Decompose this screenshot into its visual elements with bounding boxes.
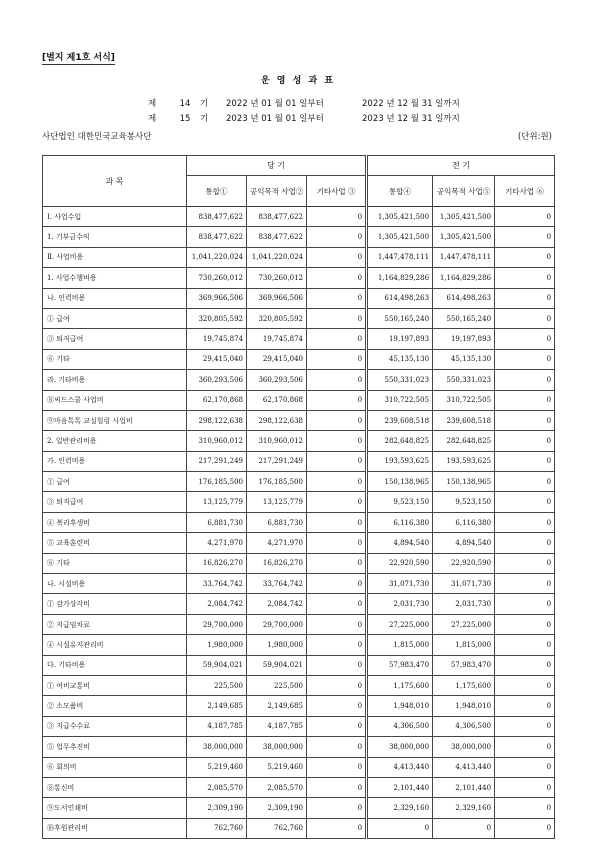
amount-cell: 1,815,000 xyxy=(433,635,495,655)
amount-cell: 5,219,460 xyxy=(247,757,307,777)
amount-cell: 59,904,021 xyxy=(187,655,247,675)
account-name-cell: ⑨도서인쇄비 xyxy=(43,798,187,818)
table-row xyxy=(43,696,555,716)
period-gi: 기 xyxy=(200,114,209,124)
amount-cell: 0 xyxy=(495,594,555,614)
amount-cell: 29,415,040 xyxy=(187,349,247,369)
amount-cell: 1,041,220,024 xyxy=(187,247,247,267)
table-row xyxy=(43,798,555,818)
amount-cell: 1,305,421,500 xyxy=(367,207,433,227)
amount-cell: 176,185,500 xyxy=(247,472,307,492)
amount-cell: 0 xyxy=(307,349,367,369)
account-name-cell: ④ 복리후생비 xyxy=(43,512,187,532)
account-name-cell: Ⅰ. 사업수입 xyxy=(43,207,187,227)
account-name-cell: ③ 퇴직급여 xyxy=(43,492,187,512)
account-name-cell: ① 감가상각비 xyxy=(43,594,187,614)
amount-cell: 2,329,160 xyxy=(367,798,433,818)
amount-cell: 838,477,622 xyxy=(247,227,307,247)
amount-cell: 193,593,625 xyxy=(433,451,495,471)
amount-cell: 0 xyxy=(495,492,555,512)
amount-cell: 0 xyxy=(307,635,367,655)
sub-header-total-previous: 통합④ xyxy=(367,176,433,207)
account-name-cell: 2. 일반관리비용 xyxy=(43,431,187,451)
amount-cell: 0 xyxy=(495,635,555,655)
amount-cell: 1,980,000 xyxy=(187,635,247,655)
amount-cell: 298,122,638 xyxy=(187,410,247,430)
table-row xyxy=(43,349,555,369)
amount-cell: 1,447,478,111 xyxy=(433,247,495,267)
period-line-14 xyxy=(148,97,460,109)
amount-cell: 0 xyxy=(307,675,367,695)
table-row xyxy=(43,492,555,512)
amount-cell: 176,185,500 xyxy=(187,472,247,492)
table-row xyxy=(43,757,555,777)
amount-cell: 13,125,779 xyxy=(247,492,307,512)
amount-cell: 13,125,779 xyxy=(187,492,247,512)
amount-cell: 320,805,592 xyxy=(187,308,247,328)
table-row xyxy=(43,818,555,838)
table-row xyxy=(43,594,555,614)
account-name-cell: ① 급여 xyxy=(43,472,187,492)
amount-cell: 2,101,440 xyxy=(433,777,495,797)
amount-cell: 4,413,440 xyxy=(433,757,495,777)
amount-cell: 0 xyxy=(307,594,367,614)
amount-cell: 62,170,868 xyxy=(187,390,247,410)
sub-header-other-previous: 기타사업 ⑥ xyxy=(495,176,555,207)
amount-cell: 4,413,440 xyxy=(367,757,433,777)
amount-cell: 31,071,730 xyxy=(367,574,433,594)
table-row xyxy=(43,207,555,227)
amount-cell: 0 xyxy=(495,512,555,532)
amount-cell: 0 xyxy=(495,410,555,430)
account-name-cell: ⑤ 교육훈련비 xyxy=(43,533,187,553)
amount-cell: 2,085,570 xyxy=(187,777,247,797)
table-row xyxy=(43,288,555,308)
amount-cell: 0 xyxy=(495,207,555,227)
sub-header-public-current: 공익목적 사업② xyxy=(247,176,307,207)
amount-cell: 2,329,160 xyxy=(433,798,495,818)
form-number-tag: [별지 제1호 서식] xyxy=(42,50,115,65)
amount-cell: 0 xyxy=(307,390,367,410)
amount-cell: 27,225,000 xyxy=(433,614,495,634)
amount-cell: 6,116,380 xyxy=(367,512,433,532)
amount-cell: 369,966,506 xyxy=(247,288,307,308)
amount-cell: 298,122,638 xyxy=(247,410,307,430)
table-row xyxy=(43,308,555,328)
table-row xyxy=(43,472,555,492)
table-row xyxy=(43,247,555,267)
amount-cell: 33,764,742 xyxy=(247,574,307,594)
table-body xyxy=(43,207,555,839)
amount-cell: 0 xyxy=(307,227,367,247)
amount-cell: 0 xyxy=(307,737,367,757)
subject-header: 과 목 xyxy=(43,156,187,207)
sub-header-public-previous: 공익목적 사업⑤ xyxy=(433,176,495,207)
account-name-cell: ⑥ 기타 xyxy=(43,349,187,369)
amount-cell: 225,500 xyxy=(247,675,307,695)
amount-cell: 310,722,505 xyxy=(367,390,433,410)
account-name-cell: 라. 기타비용 xyxy=(43,370,187,390)
table-row xyxy=(43,370,555,390)
amount-cell: 22,920,590 xyxy=(367,553,433,573)
table-row xyxy=(43,635,555,655)
account-name-cell: ④ 시설유지관리비 xyxy=(43,635,187,655)
account-name-cell: ① 여비교통비 xyxy=(43,675,187,695)
period-to: 2022 년 12 월 31 일까지 xyxy=(362,99,460,109)
amount-cell: 310,960,012 xyxy=(247,431,307,451)
amount-cell: 310,960,012 xyxy=(187,431,247,451)
table-row xyxy=(43,716,555,736)
table-row xyxy=(43,614,555,634)
amount-cell: 1,175,600 xyxy=(367,675,433,695)
amount-cell: 0 xyxy=(307,696,367,716)
amount-cell: 225,500 xyxy=(187,675,247,695)
amount-cell: 0 xyxy=(495,288,555,308)
amount-cell: 1,815,000 xyxy=(367,635,433,655)
table-row xyxy=(43,329,555,349)
period-number: 14 xyxy=(179,99,191,109)
amount-cell: 0 xyxy=(495,798,555,818)
account-name-cell: 나. 시설비용 xyxy=(43,574,187,594)
amount-cell: 360,293,506 xyxy=(187,370,247,390)
amount-cell: 150,138,965 xyxy=(367,472,433,492)
table-row xyxy=(43,574,555,594)
amount-cell: 57,983,470 xyxy=(433,655,495,675)
account-name-cell: 다. 기타비용 xyxy=(43,655,187,675)
amount-cell: 0 xyxy=(495,308,555,328)
amount-cell: 29,415,040 xyxy=(247,349,307,369)
period-label: 제 xyxy=(148,99,157,109)
amount-cell: 320,805,592 xyxy=(247,308,307,328)
amount-cell: 0 xyxy=(495,574,555,594)
amount-cell: 19,197,893 xyxy=(433,329,495,349)
amount-cell: 0 xyxy=(307,431,367,451)
amount-cell: 0 xyxy=(307,370,367,390)
amount-cell: 29,700,000 xyxy=(247,614,307,634)
amount-cell: 4,894,540 xyxy=(367,533,433,553)
amount-cell: 6,881,730 xyxy=(187,512,247,532)
table-row xyxy=(43,268,555,288)
account-name-cell: ③ 지급수수료 xyxy=(43,716,187,736)
amount-cell: 38,000,000 xyxy=(247,737,307,757)
table-row xyxy=(43,675,555,695)
table-row xyxy=(43,655,555,675)
account-name-cell: Ⅱ. 사업비용 xyxy=(43,247,187,267)
amount-cell: 0 xyxy=(307,614,367,634)
amount-cell: 0 xyxy=(495,716,555,736)
amount-cell: 16,826,270 xyxy=(247,553,307,573)
account-name-cell: 1. 사업수행비용 xyxy=(43,268,187,288)
amount-cell: 762,760 xyxy=(187,818,247,838)
period-number: 15 xyxy=(179,114,191,124)
amount-cell: 4,187,785 xyxy=(187,716,247,736)
amount-cell: 1,164,829,286 xyxy=(367,268,433,288)
amount-cell: 762,760 xyxy=(247,818,307,838)
amount-cell: 2,101,440 xyxy=(367,777,433,797)
amount-cell: 0 xyxy=(307,798,367,818)
account-name-cell: ② 지급임차료 xyxy=(43,614,187,634)
amount-cell: 2,084,742 xyxy=(247,594,307,614)
amount-cell: 9,523,150 xyxy=(367,492,433,512)
amount-cell: 0 xyxy=(495,818,555,838)
amount-cell: 4,306,500 xyxy=(433,716,495,736)
amount-cell: 4,271,970 xyxy=(187,533,247,553)
period-from: 2022 년 01 월 01 일부터 xyxy=(226,99,324,109)
amount-cell: 0 xyxy=(307,757,367,777)
amount-cell: 2,031,730 xyxy=(433,594,495,614)
table-row xyxy=(43,451,555,471)
period-label: 제 xyxy=(148,114,157,124)
amount-cell: 2,031,730 xyxy=(367,594,433,614)
sub-header-other-current: 기타사업 ③ xyxy=(307,176,367,207)
amount-cell: 5,219,460 xyxy=(187,757,247,777)
period-to: 2023 년 12 월 31 일까지 xyxy=(362,114,460,124)
table-row xyxy=(43,227,555,247)
table-row xyxy=(43,777,555,797)
organization-name: 사단법인 대한민국교육봉사단 xyxy=(42,132,152,142)
amount-cell: 0 xyxy=(495,737,555,757)
table-row xyxy=(43,737,555,757)
amount-cell: 2,149,685 xyxy=(247,696,307,716)
amount-cell: 22,920,590 xyxy=(433,553,495,573)
amount-cell: 0 xyxy=(307,472,367,492)
amount-cell: 1,980,000 xyxy=(247,635,307,655)
amount-cell: 0 xyxy=(307,288,367,308)
account-name-cell: ⑤ 업무추진비 xyxy=(43,737,187,757)
amount-cell: 550,331,023 xyxy=(433,370,495,390)
amount-cell: 0 xyxy=(495,431,555,451)
amount-cell: 62,170,868 xyxy=(247,390,307,410)
amount-cell: 0 xyxy=(495,268,555,288)
amount-cell: 369,966,506 xyxy=(187,288,247,308)
amount-cell: 217,291,249 xyxy=(247,451,307,471)
amount-cell: 0 xyxy=(495,451,555,471)
account-name-cell: ⑧씨드스쿨 사업비 xyxy=(43,390,187,410)
account-name-cell: 나. 인력비용 xyxy=(43,288,187,308)
table-row xyxy=(43,410,555,430)
amount-cell: 6,881,730 xyxy=(247,512,307,532)
amount-cell: 0 xyxy=(495,553,555,573)
amount-cell: 0 xyxy=(307,655,367,675)
current-period-header: 당 기 xyxy=(187,156,367,176)
amount-cell: 1,175,600 xyxy=(433,675,495,695)
table-row xyxy=(43,512,555,532)
amount-cell: 1,164,829,286 xyxy=(433,268,495,288)
amount-cell: 0 xyxy=(433,818,495,838)
amount-cell: 1,948,010 xyxy=(367,696,433,716)
account-name-cell: ⑥ 기타 xyxy=(43,553,187,573)
amount-cell: 0 xyxy=(495,370,555,390)
account-name-cell: 1. 기부금수익 xyxy=(43,227,187,247)
amount-cell: 730,260,012 xyxy=(247,268,307,288)
amount-cell: 0 xyxy=(307,247,367,267)
account-name-cell: ⑧통신비 xyxy=(43,777,187,797)
amount-cell: 45,135,130 xyxy=(433,349,495,369)
amount-cell: 38,000,000 xyxy=(433,737,495,757)
amount-cell: 0 xyxy=(495,757,555,777)
amount-cell: 360,293,506 xyxy=(247,370,307,390)
amount-cell: 282,648,825 xyxy=(433,431,495,451)
table-row xyxy=(43,553,555,573)
account-name-cell: ⑥ 회의비 xyxy=(43,757,187,777)
amount-cell: 0 xyxy=(495,655,555,675)
amount-cell: 614,498,263 xyxy=(433,288,495,308)
period-from: 2023 년 01 월 01 일부터 xyxy=(226,114,324,124)
amount-cell: 0 xyxy=(495,675,555,695)
amount-cell: 0 xyxy=(495,227,555,247)
amount-cell: 2,309,190 xyxy=(247,798,307,818)
amount-cell: 4,894,540 xyxy=(433,533,495,553)
amount-cell: 9,523,150 xyxy=(433,492,495,512)
amount-cell: 0 xyxy=(495,696,555,716)
amount-cell: 1,041,220,024 xyxy=(247,247,307,267)
amount-cell: 29,700,000 xyxy=(187,614,247,634)
amount-cell: 310,722,505 xyxy=(433,390,495,410)
amount-cell: 38,000,000 xyxy=(187,737,247,757)
amount-cell: 0 xyxy=(307,451,367,471)
amount-cell: 239,608,518 xyxy=(433,410,495,430)
amount-cell: 0 xyxy=(495,472,555,492)
amount-cell: 1,305,421,500 xyxy=(433,207,495,227)
amount-cell: 193,593,625 xyxy=(367,451,433,471)
amount-cell: 38,000,000 xyxy=(367,737,433,757)
amount-cell: 0 xyxy=(307,207,367,227)
account-name-cell: ⑩후원관리비 xyxy=(43,818,187,838)
amount-cell: 0 xyxy=(307,574,367,594)
period-line-15 xyxy=(148,112,460,124)
amount-cell: 0 xyxy=(367,818,433,838)
amount-cell: 6,116,380 xyxy=(433,512,495,532)
account-name-cell: 가. 인력비용 xyxy=(43,451,187,471)
amount-cell: 1,948,010 xyxy=(433,696,495,716)
account-name-cell: ② 소모품비 xyxy=(43,696,187,716)
amount-cell: 2,149,685 xyxy=(187,696,247,716)
amount-cell: 0 xyxy=(307,777,367,797)
amount-cell: 239,608,518 xyxy=(367,410,433,430)
amount-cell: 838,477,622 xyxy=(187,207,247,227)
amount-cell: 2,084,742 xyxy=(187,594,247,614)
amount-cell: 0 xyxy=(307,512,367,532)
amount-cell: 57,983,470 xyxy=(367,655,433,675)
amount-cell: 45,135,130 xyxy=(367,349,433,369)
amount-cell: 0 xyxy=(307,492,367,512)
previous-period-header: 전 기 xyxy=(367,156,555,176)
amount-cell: 550,165,240 xyxy=(433,308,495,328)
amount-cell: 4,187,785 xyxy=(247,716,307,736)
amount-cell: 614,498,263 xyxy=(367,288,433,308)
amount-cell: 0 xyxy=(307,716,367,736)
amount-cell: 0 xyxy=(495,614,555,634)
amount-cell: 0 xyxy=(495,349,555,369)
sub-header-total-current: 통합① xyxy=(187,176,247,207)
amount-cell: 150,138,965 xyxy=(433,472,495,492)
amount-cell: 19,745,874 xyxy=(187,329,247,349)
amount-cell: 19,197,893 xyxy=(367,329,433,349)
amount-cell: 838,477,622 xyxy=(187,227,247,247)
amount-cell: 0 xyxy=(495,390,555,410)
amount-cell: 0 xyxy=(495,329,555,349)
account-name-cell: ③ 퇴직급여 xyxy=(43,329,187,349)
amount-cell: 33,764,742 xyxy=(187,574,247,594)
table-row xyxy=(43,390,555,410)
amount-cell: 550,165,240 xyxy=(367,308,433,328)
amount-cell: 550,331,023 xyxy=(367,370,433,390)
amount-cell: 0 xyxy=(307,533,367,553)
table-row xyxy=(43,431,555,451)
document-title: 운 영 성 과 표 xyxy=(260,76,335,86)
amount-cell: 0 xyxy=(495,247,555,267)
amount-cell: 59,904,021 xyxy=(247,655,307,675)
amount-cell: 1,305,421,500 xyxy=(367,227,433,247)
amount-cell: 282,648,825 xyxy=(367,431,433,451)
account-name-cell: ① 급여 xyxy=(43,308,187,328)
amount-cell: 838,477,622 xyxy=(247,207,307,227)
amount-cell: 0 xyxy=(307,818,367,838)
amount-cell: 730,260,012 xyxy=(187,268,247,288)
amount-cell: 0 xyxy=(495,777,555,797)
amount-cell: 27,225,000 xyxy=(367,614,433,634)
amount-cell: 0 xyxy=(307,410,367,430)
amount-cell: 1,447,478,111 xyxy=(367,247,433,267)
amount-cell: 0 xyxy=(307,268,367,288)
amount-cell: 217,291,249 xyxy=(187,451,247,471)
amount-cell: 0 xyxy=(307,308,367,328)
amount-cell: 4,306,500 xyxy=(367,716,433,736)
period-gi: 기 xyxy=(200,99,209,109)
amount-cell: 1,305,421,500 xyxy=(433,227,495,247)
amount-cell: 0 xyxy=(495,533,555,553)
amount-cell: 4,271,970 xyxy=(247,533,307,553)
amount-cell: 19,745,874 xyxy=(247,329,307,349)
amount-cell: 0 xyxy=(307,553,367,573)
amount-cell: 2,085,570 xyxy=(247,777,307,797)
operating-results-table xyxy=(42,155,555,839)
amount-cell: 2,309,190 xyxy=(187,798,247,818)
amount-cell: 31,071,730 xyxy=(433,574,495,594)
amount-cell: 16,826,270 xyxy=(187,553,247,573)
amount-cell: 0 xyxy=(307,329,367,349)
unit-label: (단위:원) xyxy=(517,132,552,142)
table-row xyxy=(43,533,555,553)
account-name-cell: ⑨마음톡톡 교실힐링 사업비 xyxy=(43,410,187,430)
